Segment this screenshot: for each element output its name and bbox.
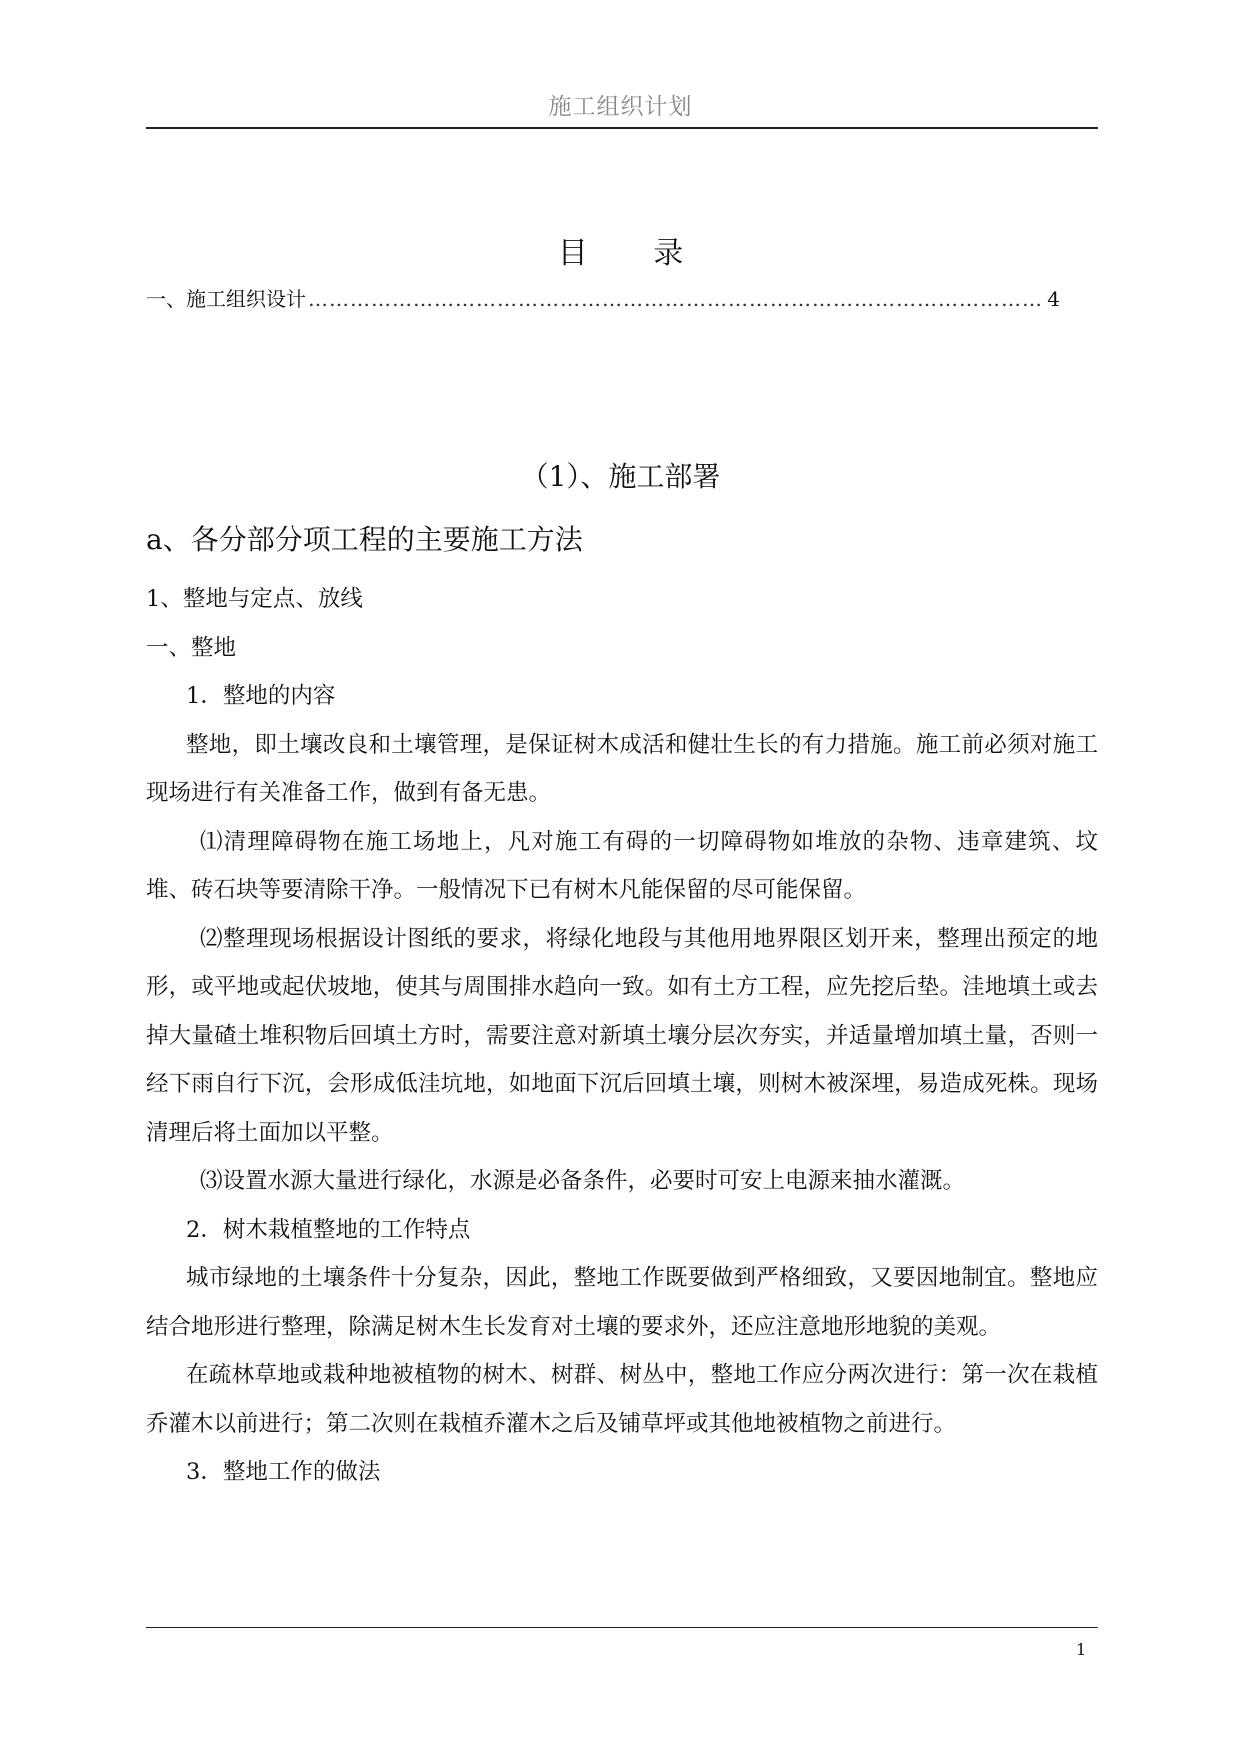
paragraph: ⑴清理障碍物在施工场地上，凡对施工有碍的一切障碍物如堆放的杂物、违章建筑、坟堆、砖石块等要清除干净。一般情况下已有树木凡能保留的尽可能保留。 [146,828,1098,903]
header-rule [146,127,1098,129]
paragraph: 整地，即土壤改良和土壤管理，是保证树木成活和健壮生长的有力措施。施工前必须对施工现场进行有关准备工作，做到有备无患。 [146,731,1098,806]
section-heading: （1）、施工部署 [520,460,721,493]
page-number: 1 [1076,1640,1087,1659]
paragraph: ⑵整理现场根据设计图纸的要求，将绿化地段与其他用地界限区划开来，整理出预定的地形，或平地或起伏坡地，使其与周围排水趋向一致。如有土方工程，应先挖后垫。洼地填土或去掉大量碴土堆积物后回填土方时，需要注意对新填土壤分层次夯实，并适量增加填土量，否则一经下雨自行下沉，会形成低洼坑地，如地面下沉后回填土壤，则树木被深埋，易造成死株。现场清理后将土面加以平整。 [146,925,1098,1146]
item-heading: 1、整地与定点、放线 [146,586,363,612]
toc-title: 目 录 [557,236,712,271]
toc-entry[interactable] [146,283,1060,312]
numbered-heading: 3．整地工作的做法 [186,1459,381,1485]
sub-heading: a、各分部分项工程的主要施工方法 [146,523,583,556]
paragraph: 城市绿地的土壤条件十分复杂，因此，整地工作既要做到严格细致，又要因地制宜。整地应结合地形进行整理，除满足树木生长发育对土壤的要求外，还应注意地形地貌的美观。 [146,1265,1098,1340]
numbered-heading: 2．树木栽植整地的工作特点 [186,1216,471,1243]
document-body [146,575,1098,1497]
paragraph: 在疏林草地或栽种地被植物的树木、树群、树丛中，整地工作应分两次进行：第一次在栽植乔灌木以前进行；第二次则在栽植乔灌木之后及铺草坪或其他地被植物之前进行。 [146,1362,1098,1437]
numbered-heading: 1．整地的内容 [186,683,336,709]
item-heading: 一、整地 [146,634,237,661]
paragraph: ⑶设置水源大量进行绿化，水源是必备条件，必要时可安上电源来抽水灌溉。 [200,1168,966,1194]
page-header-title: 施工组织计划 [548,94,693,120]
toc-leader-dots [308,287,1045,311]
toc-entry-page: 4 [1047,287,1060,311]
toc-entry-label: 一、施工组织设计 [146,287,306,311]
footer-rule [146,1627,1098,1628]
